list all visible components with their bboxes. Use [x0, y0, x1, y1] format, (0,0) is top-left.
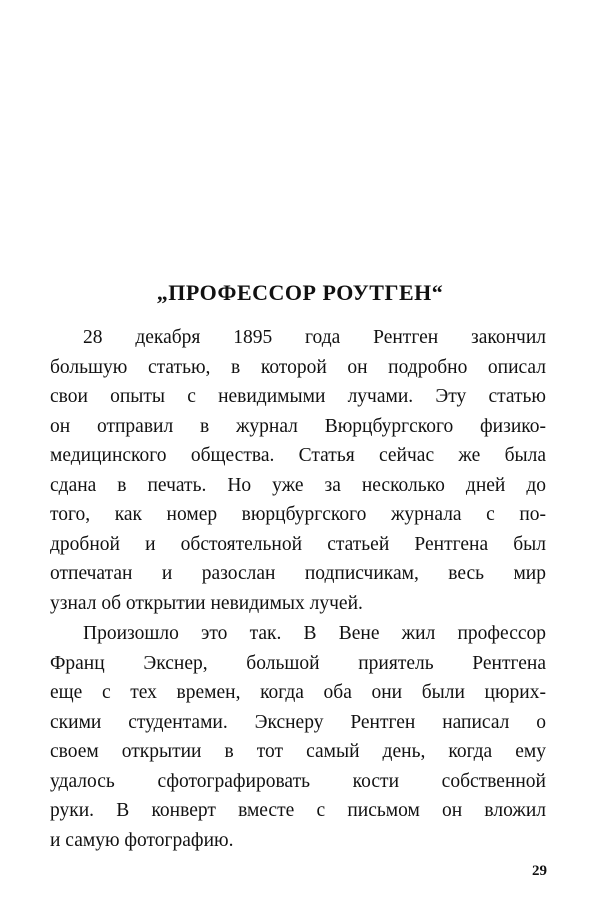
text-line: он отправил в журнал Вюрцбургского физико- [50, 415, 546, 437]
text-line: своем открытии в тот самый день, когда ему [50, 741, 546, 762]
text-line: скими студентами. Экснеру Рентген написал о [50, 711, 546, 733]
text-line: сдана в печать. Но уже за несколько дней до [50, 474, 546, 496]
page-number: 29 [532, 863, 547, 879]
paragraph-1 [50, 323, 546, 618]
text-line: еще с тех времен, когда оба они были цюрих- [50, 682, 546, 703]
text-line: того, как номер вюрцбургского журнала с по- [50, 504, 546, 525]
text-line: Произошло это так. В Вене жил профессор [83, 623, 546, 644]
text-line: отпечатан и разослан подписчикам, весь мир [50, 563, 546, 584]
text-line: узнал об открытии невидимых лучей. [50, 592, 363, 614]
text-line: удалось сфотографировать кости собственной [50, 770, 546, 792]
chapter-title: „ПРОФЕССОР РОУТГЕН“ [156, 280, 444, 305]
text-line: свои опыты с невидимыми лучами. Эту статью [50, 386, 546, 407]
text-line: медицинского общества. Статья сейчас же была [50, 445, 546, 466]
text-line: и самую фотографию. [50, 829, 234, 851]
text-line: дробной и обстоятельной статьей Рентгена был [50, 533, 546, 555]
text-line: Франц Экснер, большой приятель Рентгена [50, 652, 546, 674]
paragraph-2 [50, 619, 546, 855]
text-line: 28 декабря 1895 года Рентген закончил [83, 327, 546, 348]
text-line: большую статью, в которой он подробно описал [50, 356, 546, 378]
text-line: руки. В конверт вместе с письмом он вложил [50, 800, 546, 821]
